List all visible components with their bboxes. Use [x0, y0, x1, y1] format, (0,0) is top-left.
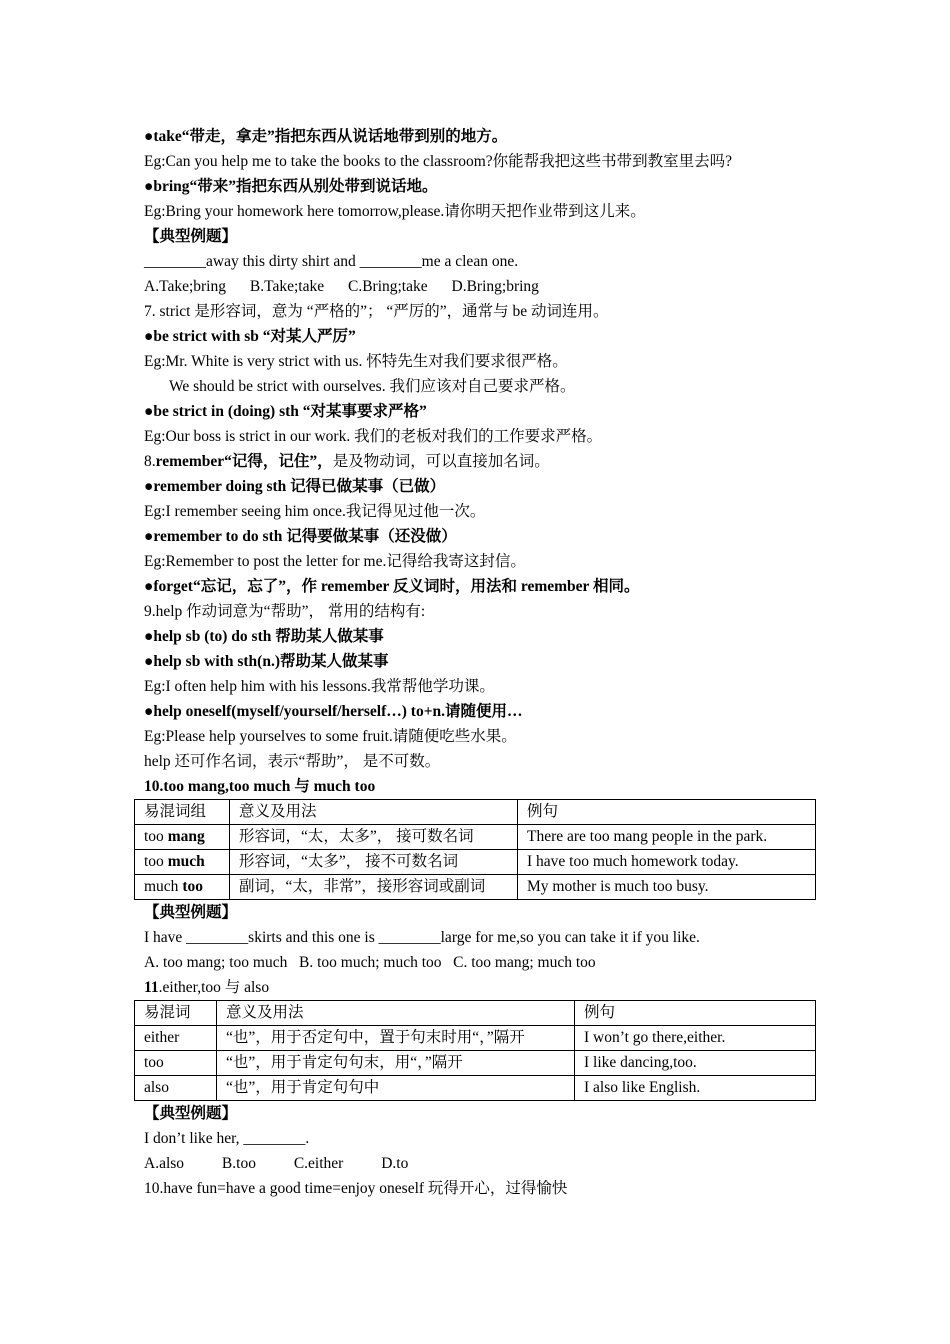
- example-heading: 【典型例题】: [144, 1105, 238, 1122]
- table-row: [135, 1026, 816, 1051]
- too-much-table: [134, 799, 816, 900]
- option-b: B. too much; much too: [299, 954, 442, 971]
- phrase-cell: too much: [135, 850, 230, 875]
- take-definition: ●take“带走，拿走”指把东西从说话地带到别的地方。: [144, 128, 508, 145]
- question-2-options: [144, 950, 816, 975]
- meaning-cell: 副词，“太，非常”，接形容词或副词: [230, 875, 518, 900]
- remember-explanation: 是及物动词，可以直接加名词。: [332, 453, 550, 470]
- take-example: Eg:Can you help me to take the books to the classroom?你能帮我把这些书带到教室里去吗?: [144, 153, 733, 170]
- help-oneself-example: Eg:Please help yourselves to some fruit.请随便吃些水果。: [144, 728, 517, 745]
- example-cell: My mother is much too busy.: [518, 875, 816, 900]
- column-header: 易混词组: [135, 800, 230, 825]
- table-row: [135, 850, 816, 875]
- table-row: [135, 1051, 816, 1076]
- meaning-cell: 形容词，“太，太多”， 接可数名词: [230, 825, 518, 850]
- question-1: ________away this dirty shirt and ________me a clean one.: [144, 253, 519, 270]
- meaning-cell: 形容词，“太多”， 接不可数名词: [230, 850, 518, 875]
- table-row: [135, 875, 816, 900]
- example-cell: I like dancing,too.: [575, 1051, 816, 1076]
- forget-rule: ●forget“忘记，忘了”，作 remember 反义词时，用法和 remember 相同。: [144, 578, 640, 595]
- bring-definition: ●bring“带来”指把东西从别处带到说话地。: [144, 178, 438, 195]
- remember-term: remember“记得，记住”，: [155, 453, 333, 470]
- strict-with-example-2: We should be strict with ourselves. 我们应该对自己要求严格。: [169, 378, 576, 395]
- option-a: A.also: [144, 1155, 185, 1172]
- table-row: [135, 1076, 816, 1101]
- word-cell: either: [135, 1026, 217, 1051]
- help-oneself-rule: ●help oneself(myself/yourself/herself…) to+n.请随便用…: [144, 703, 523, 720]
- remember-to-example: Eg:Remember to post the letter for me.记得给我寄这封信。: [144, 553, 526, 570]
- option-c: C. too mang; much too: [453, 954, 596, 971]
- help-definition: 9.help 作动词意为“帮助”， 常用的结构有:: [144, 603, 426, 620]
- option-d: D.to: [381, 1155, 409, 1172]
- question-3-options: [144, 1151, 816, 1176]
- help-with-example: Eg:I often help him with his lessons.我常帮他学功课。: [144, 678, 495, 695]
- phrase-cell: too mang: [135, 825, 230, 850]
- word-cell: also: [135, 1076, 217, 1101]
- option-b: B.Take;take: [249, 278, 325, 295]
- table-row: [135, 825, 816, 850]
- question-1-options: [144, 274, 816, 299]
- bring-example: Eg:Bring your homework here tomorrow,please.请你明天把作业带到这儿来。: [144, 203, 646, 220]
- word-cell: too: [135, 1051, 217, 1076]
- table-header-row: [135, 1001, 816, 1026]
- strict-with-rule: ●be strict with sb “对某人严厉”: [144, 328, 356, 345]
- either-too-table: [134, 1000, 816, 1101]
- too-much-heading: 10.too mang,too much 与 much too: [144, 778, 376, 795]
- option-c: C.Bring;take: [347, 278, 428, 295]
- option-a: A.Take;bring: [144, 278, 226, 295]
- column-header: 意义及用法: [217, 1001, 575, 1026]
- example-cell: There are too mang people in the park.: [518, 825, 816, 850]
- meaning-cell: “也”，用于否定句中，置于句末时用“，”隔开: [217, 1026, 575, 1051]
- option-a: A. too mang; too much: [144, 954, 288, 971]
- example-heading: 【典型例题】: [144, 228, 238, 245]
- example-heading: 【典型例题】: [144, 904, 238, 921]
- help-do-rule: ●help sb (to) do sth 帮助某人做某事: [144, 628, 384, 645]
- phrase-cell: much too: [135, 875, 230, 900]
- example-cell: I also like English.: [575, 1076, 816, 1101]
- column-header: 例句: [518, 800, 816, 825]
- column-header: 易混词: [135, 1001, 217, 1026]
- question-3: I don’t like her, ________.: [144, 1130, 310, 1147]
- table-header-row: [135, 800, 816, 825]
- either-too-heading: 11.either,too 与 also: [144, 979, 270, 996]
- remember-to-rule: ●remember to do sth 记得要做某事（还没做）: [144, 528, 457, 545]
- meaning-cell: “也”，用于肯定句句末，用“，”隔开: [217, 1051, 575, 1076]
- strict-in-example: Eg:Our boss is strict in our work. 我们的老板对我们的工作要求严格。: [144, 428, 603, 445]
- option-c: C.either: [293, 1155, 344, 1172]
- document-page: [144, 124, 816, 1201]
- column-header: 意义及用法: [230, 800, 518, 825]
- example-cell: I won’t go there,either.: [575, 1026, 816, 1051]
- remember-number: 8.: [144, 453, 156, 470]
- example-cell: I have too much homework today.: [518, 850, 816, 875]
- strict-in-rule: ●be strict in (doing) sth “对某事要求严格”: [144, 403, 427, 420]
- option-b: B.too: [221, 1155, 256, 1172]
- option-d: D.Bring;bring: [451, 278, 539, 295]
- column-header: 例句: [575, 1001, 816, 1026]
- help-noun-note: help 还可作名词，表示“帮助”， 是不可数。: [144, 753, 441, 770]
- question-2: I have ________skirts and this one is ________large for me,so you can take it if you like.: [144, 929, 700, 946]
- remember-doing-example: Eg:I remember seeing him once.我记得见过他一次。: [144, 503, 486, 520]
- strict-definition: 7. strict 是形容词，意为 “严格的”； “严厉的”，通常与 be 动词连用。: [144, 303, 609, 320]
- meaning-cell: “也”，用于肯定句句中: [217, 1076, 575, 1101]
- remember-doing-rule: ●remember doing sth 记得已做某事（已做）: [144, 478, 446, 495]
- remember-definition: [144, 449, 816, 474]
- help-with-rule: ●help sb with sth(n.)帮助某人做某事: [144, 653, 389, 670]
- have-fun-note: 10.have fun=have a good time=enjoy oneself 玩得开心，过得愉快: [144, 1180, 568, 1197]
- strict-with-example-1: Eg:Mr. White is very strict with us. 怀特先生对我们要求很严格。: [144, 353, 568, 370]
